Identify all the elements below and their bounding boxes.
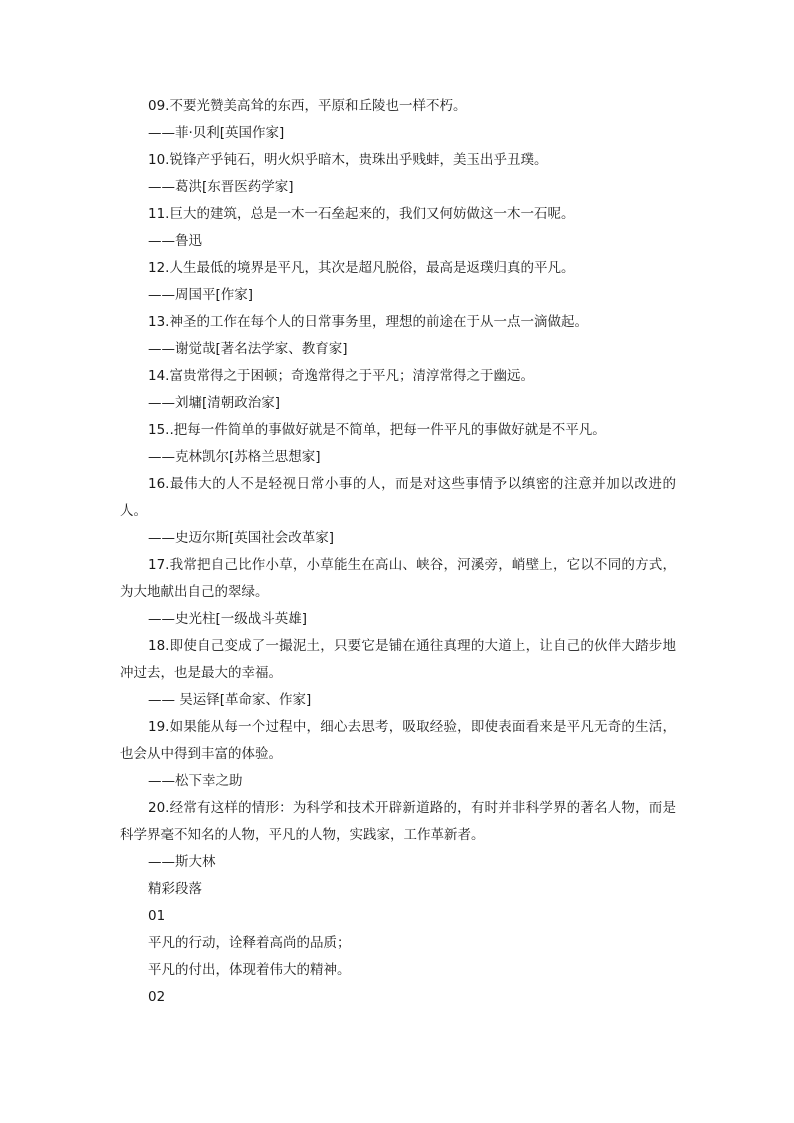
quote-16-text: 16.最伟大的人不是轻视日常小事的人，而是对这些事情予以缜密的注意并加以改进的人。 xyxy=(120,476,676,519)
document-body xyxy=(120,93,676,1011)
paragraph-01-line-2: 平凡的付出，体现着伟大的精神。 xyxy=(148,962,351,978)
section-title: 精彩段落 xyxy=(148,881,202,897)
quote-09-author: ——菲·贝利[英国作家] xyxy=(148,125,285,141)
quote-14-text: 14.富贵常得之于困顿；奇逸常得之于平凡；清淳常得之于幽远。 xyxy=(148,368,534,384)
quote-19-text: 19.如果能从每一个过程中，细心去思考，吸取经验，即使表面看来是平凡无奇的生活，也会从中得到丰富的体验。 xyxy=(120,719,676,762)
paragraph-01-line-1: 平凡的行动，诠释着高尚的品质； xyxy=(148,935,351,951)
quote-10-author: ——葛洪[东晋医药学家] xyxy=(148,179,294,195)
quote-12-text: 12.人生最低的境界是平凡，其次是超凡脱俗，最高是返璞归真的平凡。 xyxy=(148,260,575,276)
quote-20-text: 20.经常有这样的情形：为科学和技术开辟新道路的，有时并非科学界的著名人物，而是科学界毫不知名的人物，平凡的人物，实践家，工作革新者。 xyxy=(120,800,676,843)
quote-20-author: ——斯大林 xyxy=(148,854,216,870)
quote-17-author: ——史光柱[一级战斗英雄] xyxy=(148,611,308,627)
quote-11-author: ——鲁迅 xyxy=(148,233,202,249)
quote-12-author: ——周国平[作家] xyxy=(148,287,254,303)
paragraph-01-number: 01 xyxy=(148,908,166,924)
quote-18-author: —— 吴运铎[革命家、作家] xyxy=(148,692,312,708)
quote-15-author: ——克林凯尔[苏格兰思想家] xyxy=(148,449,321,465)
quote-13-text: 13.神圣的工作在每个人的日常事务里，理想的前途在于从一点一滴做起。 xyxy=(148,314,588,330)
quote-19-author: ——松下幸之助 xyxy=(148,773,243,789)
quote-09-text: 09.不要光赞美高耸的东西，平原和丘陵也一样不朽。 xyxy=(148,98,467,114)
quote-17-text: 17.我常把自己比作小草，小草能生在高山、峡谷，河溪旁，峭壁上，它以不同的方式，为大地献出自己的翠绿。 xyxy=(120,557,676,600)
paragraph-02-number: 02 xyxy=(148,989,166,1005)
quote-11-text: 11.巨大的建筑，总是一木一石垒起来的，我们又何妨做这一木一石呢。 xyxy=(148,206,575,222)
quote-15-text: 15..把每一件简单的事做好就是不简单，把每一件平凡的事做好就是不平凡。 xyxy=(148,422,606,438)
quote-10-text: 10.锐锋产乎钝石，明火炽乎暗木，贵珠出乎贱蚌，美玉出乎丑璞。 xyxy=(148,152,548,168)
quote-13-author: ——谢觉哉[著名法学家、教育家] xyxy=(148,341,348,357)
quote-16-author: ——史迈尔斯[英国社会改革家] xyxy=(148,530,335,546)
quote-14-author: ——刘墉[清朝政治家] xyxy=(148,395,281,411)
quote-18-text: 18.即使自己变成了一撮泥土，只要它是铺在通往真理的大道上，让自己的伙伴大踏步地冲过去，也是最大的幸福。 xyxy=(120,638,676,681)
